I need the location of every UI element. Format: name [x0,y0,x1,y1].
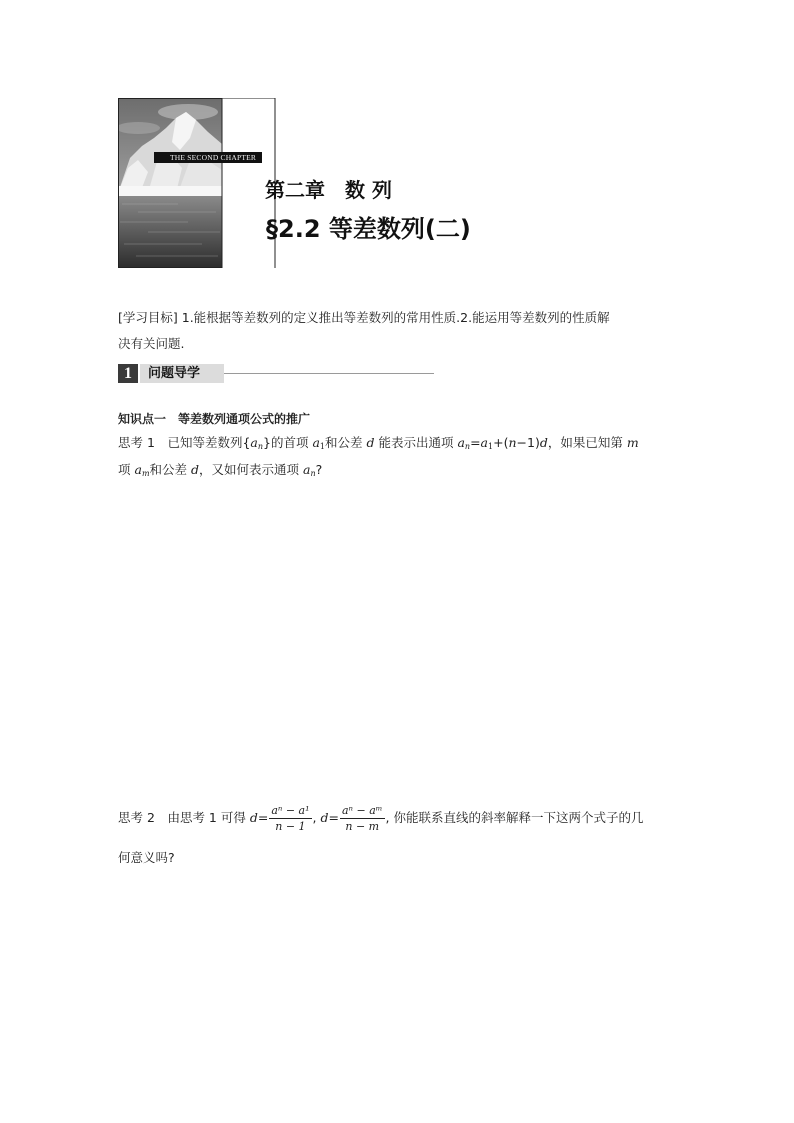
think1-label: 思考 1 [118,435,155,450]
chapter-band-label: THE SECOND CHAPTER [154,152,262,163]
think1-line-2: 项 $a_m$和公差 d，又如何表示通项 $a_n$? [118,462,323,478]
chapter-title: 第二章 数 列 [265,178,392,202]
chapter-cover-image [118,98,276,268]
objectives-text-1: 1.能根据等差数列的定义推出等差数列的常用性质.2.能运用等差数列的性质解 [177,310,610,325]
knowledge-point-title: 知识点一 等差数列通项公式的推广 [118,412,311,426]
section-label: 问题导学 [140,364,224,383]
fraction-1: $\frac{\text{aⁿ − a¹}}{n - 1}$ [271,804,310,833]
fraction-2: $\frac{\text{aⁿ − aᵐ}}{n - m}$ [341,804,383,833]
section-number-badge: 1 [118,364,138,383]
section-divider [224,373,434,374]
section-title: §2.2 等差数列(二) [266,215,471,243]
objectives-line-1 [118,308,610,326]
think2-line-2: 何意义吗? [118,850,175,865]
objectives-label: [学习目标] [118,310,178,325]
think1-line-1: 思考 1 已知等差数列$\{a_n\}$的首项 $a_1$和公差 d 能表示出通项 $a_n=a_1+(n-1)d$，如果已知第 m [118,435,639,451]
think2-label: 思考 2 [118,810,155,825]
objectives-line-2: 决有关问题. [118,336,185,351]
think2-line-1: 思考 2 由思考 1 可得 d= $\frac{\text{aⁿ − a¹}}{n - 1}$ , d= $\frac{\text{aⁿ − aᵐ}}{n - m}$ , 你能联系直线的斜率解释一下这两个式子的几 [118,804,644,833]
